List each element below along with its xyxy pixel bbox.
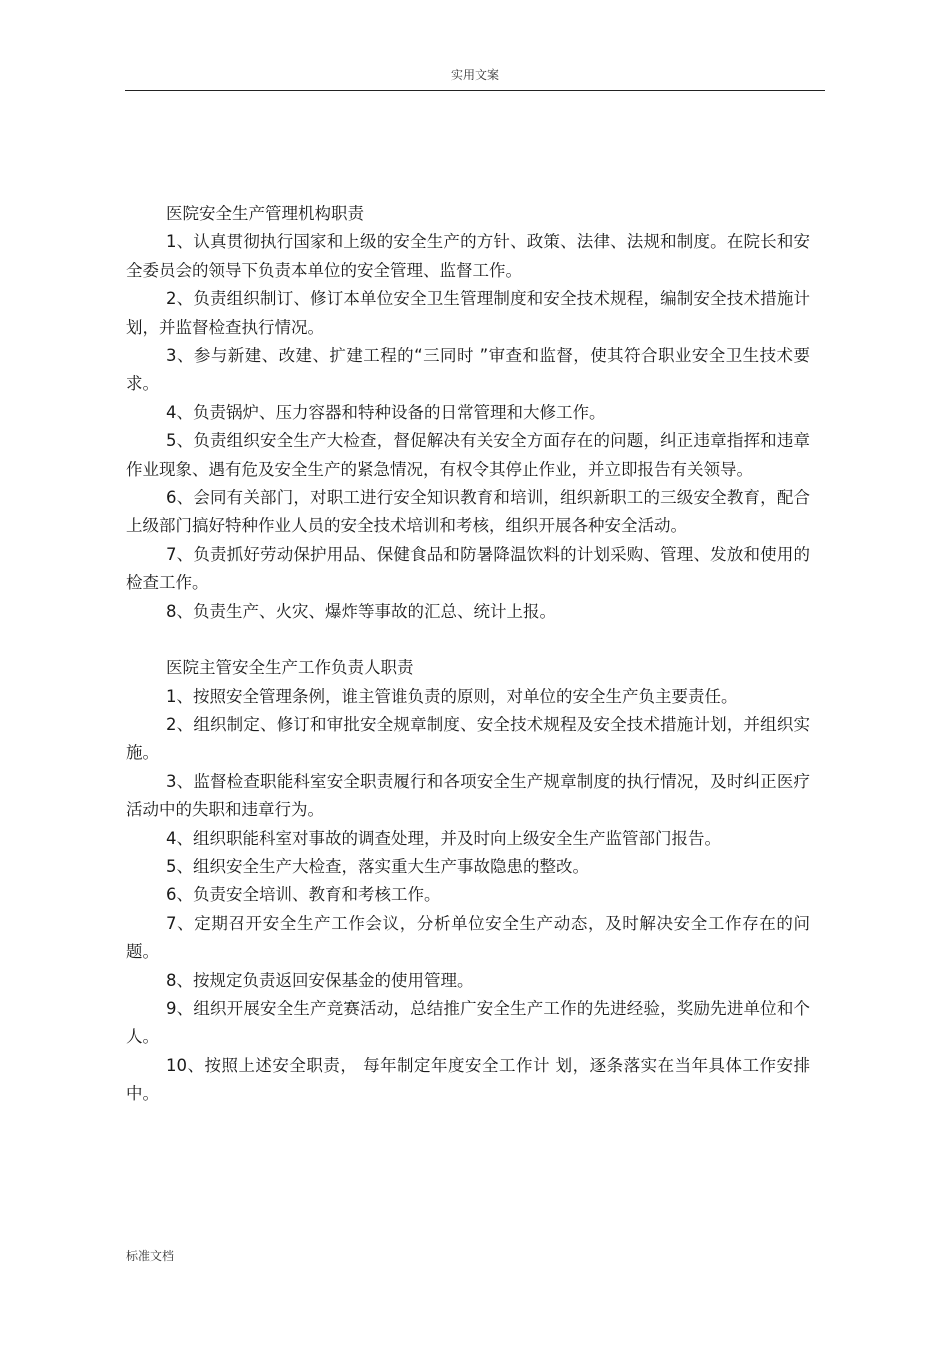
list-item: 3、参与新建、改建、扩建工程的“三同时 ”审查和监督，使其符合职业安全卫生技术要求。 [126, 346, 810, 394]
list-item: 4、组织职能科室对事故的调查处理，并及时向上级安全生产监管部门报告。 [166, 828, 721, 848]
list-item: 10、按照上述安全职责， 每年制定年度安全工作计 划，逐条落实在当年具体工作安排中。 [126, 1055, 810, 1104]
list-item: 6、负责安全培训、教育和考核工作。 [166, 885, 441, 905]
list-item: 8、负责生产、火灾、爆炸等事故的汇总、统计上报。 [166, 601, 556, 621]
list-item: 9、组织开展安全生产竞赛活动，总结推广安全生产工作的先进经验，奖励先进单位和个人。 [126, 998, 810, 1047]
list-item: 7、定期召开安全生产工作会议，分析单位安全生产动态，及时解决安全工作存在的问题。 [126, 913, 810, 962]
header-divider [125, 90, 825, 91]
list-item: 5、负责组织安全生产大检查，督促解决有关安全方面存在的问题，纠正违章指挥和违章作业现象、遇有危及安全生产的紧急情况，有权令其停止作业，并立即报告有关领导。 [126, 431, 810, 479]
section-title: 医院主管安全生产工作负责人职责 [166, 658, 414, 678]
page-header-label: 实用文案 [450, 68, 499, 82]
list-item: 6、会同有关部门，对职工进行安全知识教育和培训，组织新职工的三级安全教育，配合上级部门搞好特种作业人员的安全技术培训和考核，组织开展各种安全活动。 [126, 488, 810, 536]
list-item: 1、认真贯彻执行国家和上级的安全生产的方针、政策、法律、法规和制度。在院长和安全委员会的领导下负责本单位的安全管理、监督工作。 [126, 232, 810, 280]
list-item: 2、组织制定、修订和审批安全规章制度、安全技术规程及安全技术措施计划，并组织实施。 [126, 714, 810, 763]
section-title: 医院安全生产管理机构职责 [166, 204, 364, 223]
page-footer-label: 标准文档 [126, 1249, 175, 1263]
section-spacer [126, 626, 810, 654]
list-item: 2、负责组织制订、修订本单位安全卫生管理制度和安全技术规程，编制安全技术措施计划，并监督检查执行情况。 [126, 289, 810, 337]
list-item: 1、按照安全管理条例，谁主管谁负责的原则，对单位的安全生产负主要责任。 [166, 686, 738, 706]
list-item: 5、组织安全生产大检查，落实重大生产事故隐患的整改。 [166, 856, 589, 876]
list-item: 8、按规定负责返回安保基金的使用管理。 [166, 970, 474, 990]
list-item: 7、负责抓好劳动保护用品、保健食品和防暑降温饮料的计划采购、管理、发放和使用的检查工作。 [126, 544, 810, 593]
list-item: 3、监督检查职能科室安全职责履行和各项安全生产规章制度的执行情况，及时纠正医疗活动中的失职和违章行为。 [126, 771, 810, 820]
document-body [126, 200, 810, 1109]
list-item: 4、负责锅炉、压力容器和特种设备的日常管理和大修工作。 [166, 402, 606, 422]
